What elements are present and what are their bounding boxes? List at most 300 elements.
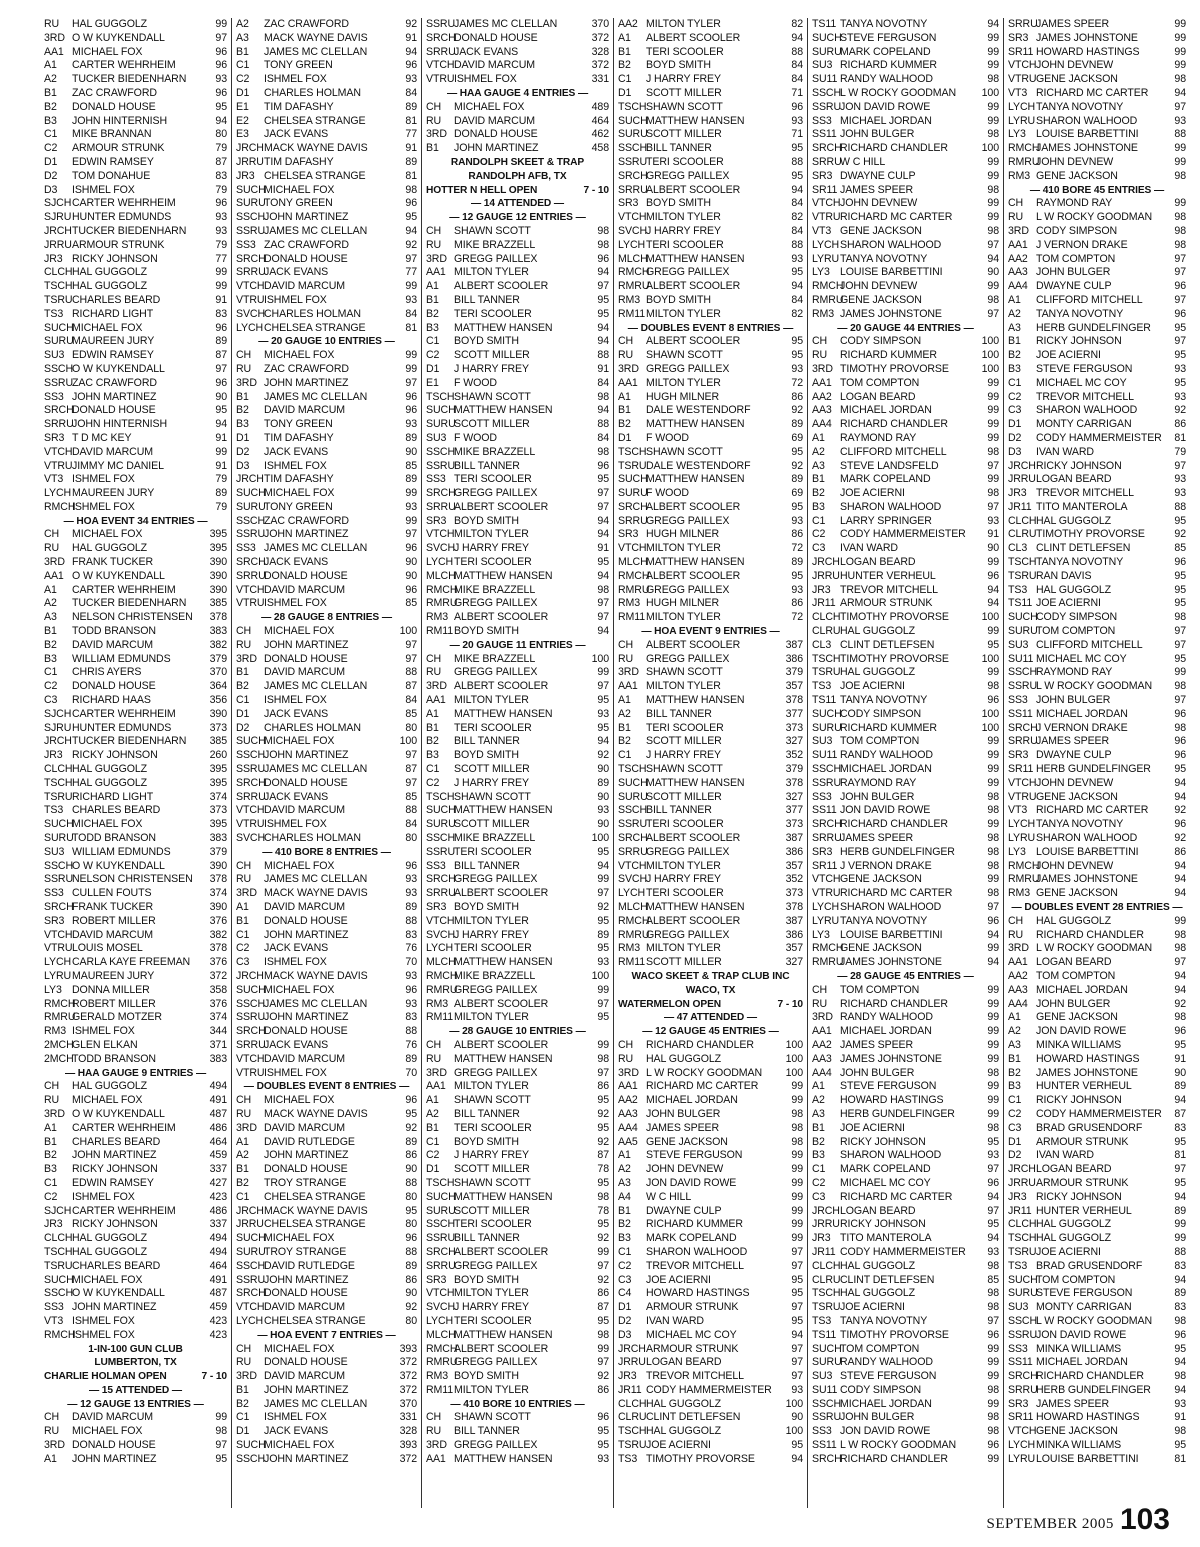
class-code: JR3: [44, 252, 63, 265]
shooter-name: LOUISE BARBETTINI: [840, 266, 943, 279]
result-row: [812, 556, 999, 570]
score: 89: [405, 901, 417, 913]
score: 93: [405, 997, 417, 1010]
shooter-name: DAVID MARCUM: [264, 901, 345, 913]
shooter-name: TREVOR MITCHELL: [1036, 487, 1134, 500]
shooter-name: TERI SCOOLER: [646, 818, 724, 831]
score: 83: [1174, 1121, 1186, 1134]
class-code: LYCH: [44, 487, 72, 500]
class-code: B1: [1008, 1052, 1021, 1065]
class-code: TS3: [618, 1452, 638, 1465]
score: 91: [597, 362, 609, 375]
shooter-name: DONALD HOUSE: [454, 31, 538, 44]
result-row: [618, 1425, 803, 1439]
result-row: [44, 873, 227, 887]
score: 85: [405, 707, 417, 720]
class-code: D1: [618, 86, 632, 99]
shooter-name: TERI SCOOLER: [646, 238, 724, 251]
score: 356: [209, 694, 227, 707]
result-row: [812, 142, 999, 156]
score: 98: [987, 1259, 999, 1272]
section-title: — 14 ATTENDED —: [470, 198, 565, 210]
score: 94: [791, 1328, 803, 1341]
score: 95: [987, 638, 999, 651]
class-code: D3: [44, 183, 58, 196]
result-row: [1008, 942, 1186, 956]
shooter-name: EDWIN RAMSEY: [72, 349, 154, 362]
result-row: [1008, 1177, 1186, 1191]
score: 85: [405, 459, 417, 472]
score: 99: [987, 763, 999, 776]
class-code: SSRU: [812, 1411, 842, 1424]
shooter-name: CODY HAMMERMEISTER: [1036, 1107, 1162, 1120]
class-code: VT3: [44, 473, 64, 486]
shooter-name: O W KUYKENDALL: [72, 1287, 165, 1300]
score: 98: [987, 1301, 999, 1314]
class-code: SSCH: [426, 832, 456, 845]
score: 94: [987, 252, 999, 265]
result-row: [1008, 446, 1186, 460]
shooter-name: TONY GREEN: [264, 418, 333, 431]
score: 94: [405, 45, 417, 58]
shooter-name: JACK EVANS: [264, 445, 329, 458]
shooter-name: J HARRY FREY: [646, 73, 721, 86]
score: 84: [791, 197, 803, 210]
class-code: SRRU: [1008, 1383, 1038, 1396]
score: 99: [987, 114, 999, 127]
section-header: [618, 970, 803, 984]
shooter-name: HUGH MILNER: [646, 390, 720, 403]
class-code: AA4: [812, 418, 832, 431]
shooter-name: SHAWN SCOTT: [646, 666, 723, 679]
score: 390: [209, 707, 227, 720]
result-row: [618, 639, 803, 653]
section-header: [44, 1398, 227, 1412]
result-row: [812, 473, 999, 487]
score: 491: [209, 1273, 227, 1286]
score: 94: [597, 625, 609, 638]
shooter-name: MILTON TYLER: [646, 376, 721, 389]
score: 71: [791, 86, 803, 99]
class-code: SS3: [44, 887, 64, 900]
section-title: — 20 GAUGE 44 ENTRIES —: [837, 322, 974, 334]
class-code: B1: [44, 86, 57, 99]
result-row: [618, 1136, 803, 1150]
shooter-name: MONTY CARRIGAN: [1036, 418, 1132, 431]
result-row: [618, 1094, 803, 1108]
result-row: [1008, 1149, 1186, 1163]
score: 95: [791, 169, 803, 182]
class-code: C3: [1008, 1121, 1022, 1134]
shooter-name: SHAWN SCOTT: [454, 1176, 531, 1189]
result-row: [1008, 860, 1186, 874]
result-row: [812, 860, 999, 874]
score: 97: [405, 638, 417, 651]
score: 390: [209, 569, 227, 582]
shooter-name: CHARLES BEARD: [72, 1259, 161, 1272]
class-code: SURU: [44, 832, 74, 845]
section-header: [426, 639, 609, 653]
shooter-name: RAYMOND RAY: [840, 431, 917, 444]
class-code: LYCH: [426, 1314, 454, 1327]
result-row: [812, 280, 999, 294]
class-code: JR11: [1008, 1204, 1032, 1217]
result-row: [426, 666, 609, 680]
shooter-name: SCOTT MILLER: [646, 128, 722, 141]
score: 78: [597, 1163, 609, 1176]
result-row: [44, 887, 227, 901]
result-row: [618, 335, 803, 349]
class-code: JRCH: [44, 224, 72, 237]
result-row: [426, 73, 609, 87]
shooter-name: DALE WESTENDORF: [646, 459, 751, 472]
class-code: SSRU: [236, 763, 266, 776]
score: 84: [791, 293, 803, 306]
class-code: 3RD: [236, 887, 257, 900]
score: 95: [1174, 514, 1186, 527]
result-row: [236, 1274, 417, 1288]
shooter-name: DAVID MARCUM: [72, 445, 153, 458]
class-code: SSRU: [1008, 1328, 1038, 1341]
shooter-name: GENE JACKSON: [1036, 790, 1118, 803]
shooter-name: SHARON WALHOOD: [840, 238, 942, 251]
score: 98: [791, 1135, 803, 1148]
score: 92: [597, 749, 609, 762]
event-name: CHARLIE HOLMAN OPEN: [44, 1371, 167, 1383]
shooter-name: STEVE FERGUSON: [646, 1149, 743, 1162]
score: 94: [1174, 969, 1186, 982]
shooter-name: CODY HAMMERMEISTER: [646, 1383, 772, 1396]
shooter-name: SHAWN SCOTT: [646, 763, 723, 776]
score: 371: [209, 1038, 227, 1051]
result-row: [236, 915, 417, 929]
score: 99: [791, 1190, 803, 1203]
score: 84: [405, 86, 417, 99]
shooter-name: BILL TANNER: [454, 293, 520, 306]
shooter-name: HUGH MILNER: [646, 597, 720, 610]
shooter-name: JACK EVANS: [264, 707, 329, 720]
class-code: RM3: [618, 293, 641, 306]
score: 84: [791, 224, 803, 237]
score: 90: [987, 266, 999, 279]
result-row: [812, 1094, 999, 1108]
shooter-name: DONALD HOUSE: [454, 128, 538, 141]
result-row: [236, 1398, 417, 1412]
score: 82: [791, 211, 803, 224]
shooter-name: HAL GUGGOLZ: [840, 625, 916, 638]
class-code: AA4: [618, 1121, 638, 1134]
score: 99: [987, 873, 999, 886]
score: 95: [1174, 349, 1186, 362]
score: 95: [597, 307, 609, 320]
result-row: [44, 584, 227, 598]
score: 90: [597, 790, 609, 803]
shooter-name: CLINT DETLEFSEN: [646, 1411, 741, 1424]
shooter-name: DAVID MARCUM: [264, 1370, 345, 1383]
shooter-name: DAVID MARCUM: [264, 583, 345, 596]
shooter-name: GLEN ELKAN: [72, 1038, 138, 1051]
shooter-name: BOYD SMITH: [646, 59, 711, 72]
class-code: RM3: [426, 1370, 449, 1383]
shooter-name: MICHAEL MC COY: [646, 1328, 737, 1341]
result-row: [618, 1149, 803, 1163]
class-code: SRCH: [426, 31, 456, 44]
score: 90: [405, 569, 417, 582]
score: 99: [1174, 914, 1186, 927]
score: 378: [785, 694, 803, 707]
result-row: [44, 501, 227, 515]
class-code: VTCH: [236, 583, 265, 596]
result-row: [812, 1011, 999, 1025]
result-row: [236, 984, 417, 998]
class-code: 3RD: [426, 680, 447, 693]
class-code: JRRU: [812, 1218, 840, 1231]
class-code: LYCH: [618, 887, 646, 900]
class-code: SSRU: [812, 776, 842, 789]
score: 98: [1174, 611, 1186, 624]
result-row: [44, 735, 227, 749]
class-code: RMCH: [618, 569, 650, 582]
shooter-name: F WOOD: [646, 487, 689, 500]
class-code: SRCH: [618, 832, 648, 845]
score: 98: [987, 832, 999, 845]
class-code: SS3: [236, 238, 256, 251]
result-row: [812, 404, 999, 418]
class-code: SS11: [1008, 707, 1033, 720]
class-code: LYCH: [236, 321, 264, 334]
class-code: VTRU: [1008, 790, 1037, 803]
result-row: [426, 142, 609, 156]
class-code: 3RD: [44, 1107, 65, 1120]
result-row: [44, 1011, 227, 1025]
shooter-name: RICHARD CHANDLER: [840, 142, 948, 155]
score: 464: [591, 114, 609, 127]
shooter-name: TIM DAFASHY: [264, 473, 334, 486]
class-code: E1: [426, 376, 439, 389]
score: 96: [405, 197, 417, 210]
class-code: A3: [1008, 321, 1021, 334]
class-code: CLCH: [44, 1232, 73, 1245]
result-row: [1008, 1356, 1186, 1370]
score: 390: [209, 556, 227, 569]
shooter-name: W C HILL: [646, 1190, 692, 1203]
class-code: SRCH: [236, 1025, 266, 1038]
shooter-name: MIKE BRAZZELL: [454, 652, 536, 665]
result-row: [44, 1315, 227, 1329]
class-code: JRCH: [44, 735, 72, 748]
shooter-name: RICKY JOHNSON: [72, 749, 158, 762]
result-row: [1008, 542, 1186, 556]
result-row: [618, 211, 803, 225]
shooter-name: JOHN MARTINEZ: [264, 1452, 349, 1465]
class-code: CH: [426, 224, 442, 237]
result-row: [236, 432, 417, 446]
result-row: [426, 611, 609, 625]
class-code: D3: [1008, 445, 1022, 458]
class-code: SRCH: [236, 776, 266, 789]
score: 95: [1174, 1176, 1186, 1189]
result-row: [426, 1232, 609, 1246]
class-code: LYRU: [812, 252, 840, 265]
event-title: [44, 1370, 227, 1384]
shooter-name: LOGAN BEARD: [840, 556, 916, 569]
result-row: [1008, 349, 1186, 363]
class-code: LYCH: [1008, 818, 1036, 831]
class-code: JRRU: [236, 1218, 264, 1231]
class-code: SVCH: [618, 224, 648, 237]
result-row: [236, 763, 417, 777]
result-row: [236, 1025, 417, 1039]
section-title: — 28 GAUGE 45 ENTRIES —: [837, 970, 974, 982]
class-code: LYCH: [426, 942, 454, 955]
shooter-name: JOHN HINTERNISH: [72, 418, 168, 431]
class-code: VTCH: [812, 197, 841, 210]
shooter-name: MICHAEL FOX: [454, 100, 525, 113]
result-row: [236, 280, 417, 294]
class-code: 3RD: [44, 556, 65, 569]
class-code: AA1: [44, 45, 64, 58]
result-row: [1008, 1411, 1186, 1425]
score: 95: [791, 1314, 803, 1327]
score: 95: [215, 404, 227, 417]
score: 94: [1174, 1190, 1186, 1203]
shooter-name: HUGH MILNER: [646, 528, 720, 541]
result-row: [236, 942, 417, 956]
result-row: [426, 832, 609, 846]
shooter-name: RICHARD CHANDLER: [1036, 1370, 1144, 1383]
result-row: [426, 308, 609, 322]
score: 80: [405, 832, 417, 845]
shooter-name: GREGG PAILLEX: [646, 928, 730, 941]
class-code: C1: [812, 1163, 826, 1176]
class-code: CL3: [812, 638, 832, 651]
shooter-name: JOHN MARTINEZ: [264, 1273, 349, 1286]
class-code: B3: [812, 1149, 825, 1162]
shooter-name: MILTON TYLER: [646, 18, 721, 30]
result-row: [236, 1149, 417, 1163]
class-code: JR3: [44, 749, 63, 762]
result-row: [236, 873, 417, 887]
score: 97: [597, 1066, 609, 1079]
result-row: [1008, 1080, 1186, 1094]
class-code: SSRU: [812, 100, 842, 113]
result-row: [618, 404, 803, 418]
shooter-name: ALBERT SCOOLER: [454, 611, 549, 624]
score: 84: [791, 59, 803, 72]
score: 90: [215, 390, 227, 403]
class-code: A2: [236, 1149, 249, 1162]
result-row: [812, 1398, 999, 1412]
score: 99: [987, 1038, 999, 1051]
class-code: RU: [236, 873, 252, 886]
shooter-name: JOHN MARTINEZ: [264, 749, 349, 762]
class-code: SRCH: [44, 901, 74, 913]
score: 77: [405, 266, 417, 279]
class-code: SRRU: [236, 1038, 266, 1051]
class-code: LY3: [812, 266, 830, 279]
result-row: [236, 666, 417, 680]
result-row: [236, 294, 417, 308]
class-code: SRRU: [426, 45, 456, 58]
result-row: [1008, 666, 1186, 680]
result-row: [426, 597, 609, 611]
shooter-name: BILL TANNER: [646, 804, 712, 817]
shooter-name: TERI SCOOLER: [646, 45, 724, 58]
result-row: [236, 1356, 417, 1370]
shooter-name: JAMES JOHNSTONE: [840, 1052, 942, 1065]
score: 374: [209, 1011, 227, 1024]
score: 98: [1174, 211, 1186, 224]
shooter-name: JAMES MC CLELLAN: [264, 680, 368, 693]
score: 99: [1174, 155, 1186, 168]
result-row: [44, 1439, 227, 1453]
score: 97: [791, 1245, 803, 1258]
result-row: [44, 639, 227, 653]
result-row: [618, 1108, 803, 1122]
result-row: [44, 984, 227, 998]
shooter-name: SCOTT MILLER: [454, 818, 530, 831]
class-code: RM3: [1008, 169, 1031, 182]
class-code: RU: [236, 638, 252, 651]
shooter-name: J VERNON DRAKE: [1036, 238, 1128, 251]
result-row: [44, 1301, 227, 1315]
score: 88: [405, 804, 417, 817]
score: 94: [597, 321, 609, 334]
shooter-name: L W ROCKY GOODMAN: [840, 1439, 957, 1452]
class-code: VTRU: [1008, 73, 1037, 86]
class-code: MLCH: [618, 556, 648, 569]
score: 376: [209, 997, 227, 1010]
shooter-name: MICHAEL MC COY: [840, 1176, 931, 1189]
shooter-name: BRAD GRUSENDORF: [1036, 1121, 1143, 1134]
result-row: [426, 777, 609, 791]
result-row: [618, 501, 803, 515]
score: 464: [209, 1135, 227, 1148]
result-row: [812, 1232, 999, 1246]
score: 93: [405, 887, 417, 900]
shooter-name: MIKE BRAZZELL: [454, 238, 536, 251]
shooter-name: J HARRY FREY: [454, 776, 529, 789]
shooter-name: DONALD HOUSE: [264, 914, 348, 927]
score: 98: [597, 238, 609, 251]
score: 95: [597, 1439, 609, 1452]
class-code: LYCH: [236, 1314, 264, 1327]
shooter-name: HAL GUGGOLZ: [840, 1259, 916, 1272]
shooter-name: ZAC CRAWFORD: [264, 514, 349, 527]
result-row: [1008, 280, 1186, 294]
class-code: 3RD: [236, 1370, 257, 1383]
score: 97: [1174, 1163, 1186, 1176]
shooter-name: JON DAVID ROWE: [1036, 1025, 1127, 1038]
score: 88: [405, 666, 417, 679]
class-code: CLRU: [812, 625, 841, 638]
section-header: [44, 1384, 227, 1398]
shooter-name: JOE ACIERNI: [646, 1273, 711, 1286]
score: 94: [215, 418, 227, 431]
shooter-name: ARMOUR STRUNK: [1036, 1176, 1129, 1189]
score: 99: [987, 556, 999, 569]
result-row: [236, 777, 417, 791]
class-code: RU: [426, 1052, 442, 1065]
score: 97: [791, 1342, 803, 1355]
class-code: TSRU: [1008, 1245, 1037, 1258]
result-row: [812, 1149, 999, 1163]
score: 98: [791, 1107, 803, 1120]
score: 96: [1174, 1025, 1186, 1038]
score: 93: [405, 873, 417, 886]
score: 100: [981, 721, 999, 734]
class-code: A3: [236, 31, 249, 44]
